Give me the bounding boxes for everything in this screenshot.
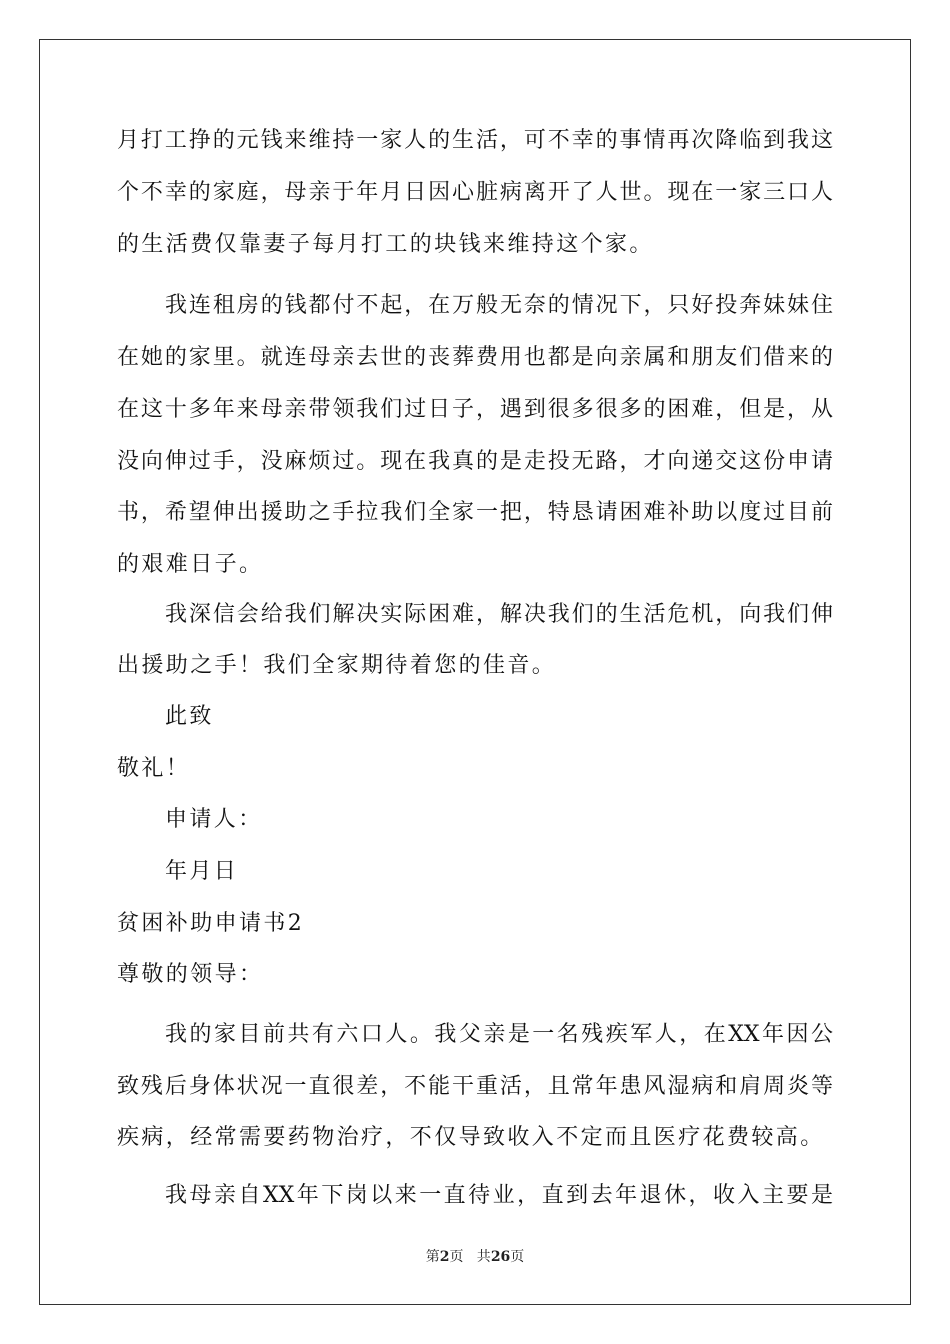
text-line: 我连租房的钱都付不起，在万般无奈的情况下，只好投奔妹妹住 [165,293,833,318]
text-line: 月打工挣的元钱来维持一家人的生活，可不幸的事情再次降临到我这 [117,128,833,153]
footer-total-pages: 26 [490,1249,511,1265]
text-line: 致残后身体状况一直很差，不能干重活，且常年患风湿病和肩周炎等 [117,1074,833,1099]
greeting: 尊敬的领导： [117,962,264,987]
text-line: 疾病，经常需要药物治疗，不仅导致收入不定而且医疗花费较高。 [117,1125,825,1150]
text-line: 出援助之手！我们全家期待着您的佳音。 [117,653,557,678]
text-line: 书，希望伸出援助之手拉我们全家一把，特恳请困难补助以度过目前 [117,500,833,525]
date-line: 年月日 [165,859,239,884]
footer-mid: 页 共 [449,1249,491,1265]
text-line: 的生活费仅靠妻子每月打工的块钱来维持这个家。 [117,232,654,257]
footer-prefix: 第 [425,1249,440,1265]
text-line: 在她的家里。就连母亲去世的丧葬费用也都是向亲属和朋友们借来的 [117,345,833,370]
salutation: 敬礼！ [117,756,191,781]
footer-suffix: 页 [510,1249,525,1265]
footer-current-page: 2 [439,1249,450,1265]
text-line: 我深信会给我们解决实际困难，解决我们的生活危机，向我们伸 [165,602,833,627]
text-line: 在这十多年来母亲带领我们过日子，遇到很多很多的困难，但是，从 [117,397,833,422]
text-line: 没向伸过手，没麻烦过。现在我真的是走投无路，才向递交这份申请 [117,449,833,474]
closing-line: 此致 [165,704,214,729]
text-line: 个不幸的家庭，母亲于年月日因心脏病离开了人世。现在一家三口人 [117,180,833,205]
text-line: 的艰难日子。 [117,552,264,577]
text-line: 我母亲自XX年下岗以来一直待业，直到去年退休，收入主要是 [165,1183,833,1208]
page-footer [0,1246,950,1266]
text-line: 我的家目前共有六口人。我父亲是一名残疾军人，在XX年因公 [165,1022,833,1047]
applicant-label: 申请人： [165,807,263,832]
section-title: 贫困补助申请书2 [117,911,305,936]
